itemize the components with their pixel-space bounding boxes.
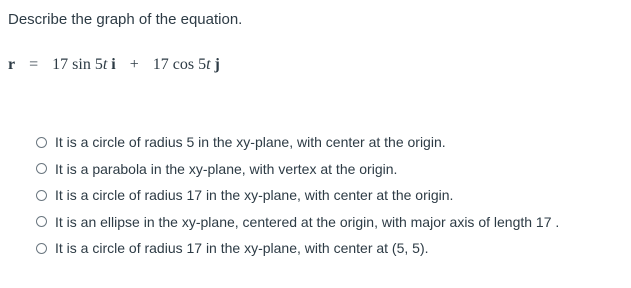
equation-arg1-num: 5 [94,56,103,73]
answer-option-3[interactable] [36,182,559,209]
equation [8,55,220,75]
answer-option-2[interactable] [36,156,559,183]
question-prompt: Describe the graph of the equation. [8,11,243,28]
equation-arg2-var: t [206,56,211,73]
answer-option-label: It is a circle of radius 17 in the xy-plane, with center at the origin. [55,187,454,204]
equation-cos: cos [172,56,195,73]
equation-coef2: 17 [152,56,169,73]
answer-option-1[interactable] [36,129,559,156]
equation-j: j [214,56,220,73]
radio-button-icon[interactable] [36,163,47,174]
radio-button-icon[interactable] [36,137,47,148]
radio-button-icon[interactable] [36,216,47,227]
equation-r: r [8,56,16,73]
radio-button-icon[interactable] [36,190,47,201]
answer-option-label: It is a circle of radius 17 in the xy-plane, with center at (5, 5). [55,240,429,257]
equation-coef1: 17 [52,56,69,73]
answer-option-label: It is an ellipse in the xy-plane, centered at the origin, with major axis of length 17 . [55,213,560,230]
equation-i: i [111,56,116,73]
answer-option-label: It is a parabola in the xy-plane, with vertex at the origin. [55,160,398,177]
equation-arg1-var: t [102,56,108,73]
radio-button-icon[interactable] [36,243,47,254]
answer-option-5[interactable] [36,235,559,262]
equation-arg2-num: 5 [198,56,207,73]
equation-sin: sin [72,56,91,73]
equation-plus: + [129,56,139,73]
answer-options [36,129,559,262]
equation-equals: = [29,56,39,73]
answer-option-4[interactable] [36,209,559,236]
answer-option-label: It is a circle of radius 5 in the xy-plane, with center at the origin. [55,134,446,151]
